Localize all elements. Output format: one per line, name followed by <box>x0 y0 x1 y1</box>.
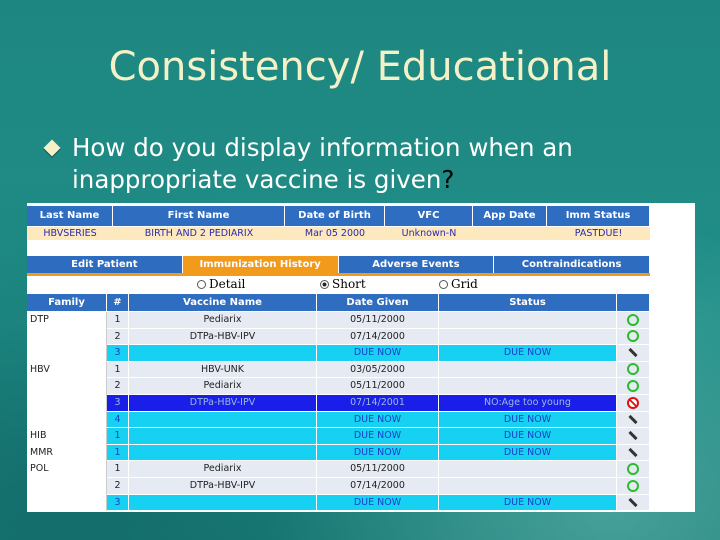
tab-adverse-events[interactable]: Adverse Events <box>339 256 495 273</box>
vaccine-name-cell <box>129 445 317 462</box>
table-row[interactable] <box>27 329 650 346</box>
patient-col-last-name[interactable]: Last Name <box>27 206 113 226</box>
family-cell: MMR <box>27 445 107 462</box>
radio-detail-label: Detail <box>209 277 246 291</box>
table-row[interactable] <box>27 428 650 445</box>
table-row[interactable] <box>27 461 650 478</box>
table-row[interactable] <box>27 362 650 379</box>
status-icon-cell <box>617 312 650 329</box>
patient-dob: Mar 05 2000 <box>285 227 385 240</box>
patient-app-date <box>473 227 547 240</box>
vaccine-name-cell: DTPa-HBV-IPV <box>129 329 317 346</box>
table-row[interactable] <box>27 495 650 512</box>
status-icon-cell <box>617 362 650 379</box>
radio-grid-label: Grid <box>451 277 478 291</box>
patient-first-name: BIRTH AND 2 PEDIARIX <box>113 227 285 240</box>
immunization-header-row <box>27 294 650 311</box>
row-number-cell: 2 <box>107 478 129 495</box>
status-cell <box>439 378 617 395</box>
row-number-cell: 2 <box>107 378 129 395</box>
radio-short[interactable] <box>320 277 366 291</box>
bullet-item <box>46 132 706 196</box>
family-cell <box>27 329 107 346</box>
status-cell: DUE NOW <box>439 445 617 462</box>
family-cell <box>27 345 107 362</box>
family-cell <box>27 412 107 429</box>
date-given-cell: DUE NOW <box>317 412 439 429</box>
vaccine-name-cell <box>129 495 317 512</box>
status-cell: DUE NOW <box>439 495 617 512</box>
row-number-cell: 3 <box>107 495 129 512</box>
date-given-cell: 07/14/2001 <box>317 395 439 412</box>
tab-immunization-history[interactable]: Immunization History <box>183 256 339 273</box>
status-icon-cell <box>617 378 650 395</box>
patient-col-imm-status[interactable]: Imm Status <box>547 206 650 226</box>
imm-col-date-given[interactable]: Date Given <box>317 294 439 311</box>
status-icon-cell <box>617 345 650 362</box>
vaccine-name-cell: HBV-UNK <box>129 362 317 379</box>
family-cell: POL <box>27 461 107 478</box>
patient-last-name: HBVSERIES <box>27 227 113 240</box>
status-icon-cell <box>617 412 650 429</box>
family-cell <box>27 378 107 395</box>
status-cell: DUE NOW <box>439 428 617 445</box>
patient-col-app-date[interactable]: App Date <box>473 206 547 226</box>
tab-edit-patient[interactable]: Edit Patient <box>27 256 183 273</box>
row-number-cell: 1 <box>107 428 129 445</box>
status-cell <box>439 478 617 495</box>
row-number-cell: 1 <box>107 312 129 329</box>
diamond-bullet-icon <box>44 140 61 157</box>
status-cell: DUE NOW <box>439 412 617 429</box>
view-options <box>27 277 650 293</box>
row-number-cell: 3 <box>107 395 129 412</box>
patient-col-dob[interactable]: Date of Birth <box>285 206 385 226</box>
prohibited-icon[interactable] <box>627 397 639 409</box>
date-given-cell: 07/14/2000 <box>317 329 439 346</box>
status-cell <box>439 312 617 329</box>
check-circle-icon[interactable] <box>627 463 639 475</box>
tab-contraindications[interactable]: Contraindications <box>494 256 650 273</box>
imm-col-status[interactable]: Status <box>439 294 617 311</box>
radio-short-label: Short <box>332 277 366 291</box>
table-row[interactable] <box>27 412 650 429</box>
wrench-icon[interactable] <box>628 497 637 506</box>
row-number-cell: 3 <box>107 345 129 362</box>
patient-data-row[interactable] <box>27 227 650 240</box>
row-number-cell: 1 <box>107 461 129 478</box>
status-icon-cell <box>617 395 650 412</box>
row-number-cell: 1 <box>107 445 129 462</box>
question-mark: ? <box>441 165 455 194</box>
family-cell: HBV <box>27 362 107 379</box>
row-number-cell: 1 <box>107 362 129 379</box>
status-icon-cell <box>617 329 650 346</box>
patient-imm-status: PASTDUE! <box>547 227 650 240</box>
table-row[interactable] <box>27 395 650 412</box>
date-given-cell: 05/11/2000 <box>317 378 439 395</box>
table-row[interactable] <box>27 378 650 395</box>
patient-col-first-name[interactable]: First Name <box>113 206 285 226</box>
radio-dot-icon <box>197 280 206 289</box>
status-icon-cell <box>617 461 650 478</box>
status-icon-cell <box>617 445 650 462</box>
status-cell: NO:Age too young <box>439 395 617 412</box>
date-given-cell: DUE NOW <box>317 495 439 512</box>
date-given-cell: 05/11/2000 <box>317 312 439 329</box>
table-row[interactable] <box>27 445 650 462</box>
check-circle-icon[interactable] <box>627 363 639 375</box>
wrench-icon[interactable] <box>628 431 637 440</box>
wrench-icon[interactable] <box>628 414 637 423</box>
imm-col-action <box>617 294 650 311</box>
patient-col-vfc[interactable]: VFC <box>385 206 473 226</box>
radio-dot-selected-icon <box>320 280 329 289</box>
tab-underline <box>27 273 650 276</box>
table-row[interactable] <box>27 345 650 362</box>
bullet-text <box>72 132 706 196</box>
radio-dot-icon <box>439 280 448 289</box>
check-circle-icon[interactable] <box>627 480 639 492</box>
check-circle-icon[interactable] <box>627 314 639 326</box>
status-cell: DUE NOW <box>439 345 617 362</box>
vaccine-name-cell: Pediarix <box>129 461 317 478</box>
slide-title: Consistency/ Educational <box>108 44 612 90</box>
status-icon-cell <box>617 428 650 445</box>
status-icon-cell <box>617 478 650 495</box>
family-cell <box>27 495 107 512</box>
table-row[interactable] <box>27 478 650 495</box>
date-given-cell: DUE NOW <box>317 428 439 445</box>
patient-vfc: Unknown-N <box>385 227 473 240</box>
imm-col-vaccine-name[interactable]: Vaccine Name <box>129 294 317 311</box>
row-number-cell: 2 <box>107 329 129 346</box>
vaccine-name-cell <box>129 345 317 362</box>
status-cell <box>439 362 617 379</box>
family-cell <box>27 395 107 412</box>
status-cell <box>439 461 617 478</box>
bullet-main-text: How do you display information when an inappropriate vaccine is given <box>72 133 573 194</box>
tab-bar <box>27 256 650 273</box>
radio-grid[interactable] <box>439 277 478 291</box>
row-number-cell: 4 <box>107 412 129 429</box>
date-given-cell: 03/05/2000 <box>317 362 439 379</box>
wrench-icon[interactable] <box>628 348 637 357</box>
family-cell: DTP <box>27 312 107 329</box>
family-cell <box>27 478 107 495</box>
vaccine-name-cell: DTPa-HBV-IPV <box>129 395 317 412</box>
vaccine-name-cell: DTPa-HBV-IPV <box>129 478 317 495</box>
date-given-cell: DUE NOW <box>317 445 439 462</box>
vaccine-name-cell <box>129 428 317 445</box>
date-given-cell: DUE NOW <box>317 345 439 362</box>
check-circle-icon[interactable] <box>627 380 639 392</box>
status-icon-cell <box>617 495 650 512</box>
family-cell: HIB <box>27 428 107 445</box>
table-row[interactable] <box>27 312 650 329</box>
vaccine-name-cell <box>129 412 317 429</box>
vaccine-name-cell: Pediarix <box>129 378 317 395</box>
date-given-cell: 05/11/2000 <box>317 461 439 478</box>
date-given-cell: 07/14/2000 <box>317 478 439 495</box>
patient-header-row <box>27 206 650 226</box>
imm-col-number[interactable]: # <box>107 294 129 311</box>
check-circle-icon[interactable] <box>627 330 639 342</box>
embedded-screenshot <box>27 203 695 512</box>
imm-col-family[interactable]: Family <box>27 294 107 311</box>
vaccine-name-cell: Pediarix <box>129 312 317 329</box>
wrench-icon[interactable] <box>628 448 637 457</box>
radio-detail[interactable] <box>197 277 245 291</box>
status-cell <box>439 329 617 346</box>
